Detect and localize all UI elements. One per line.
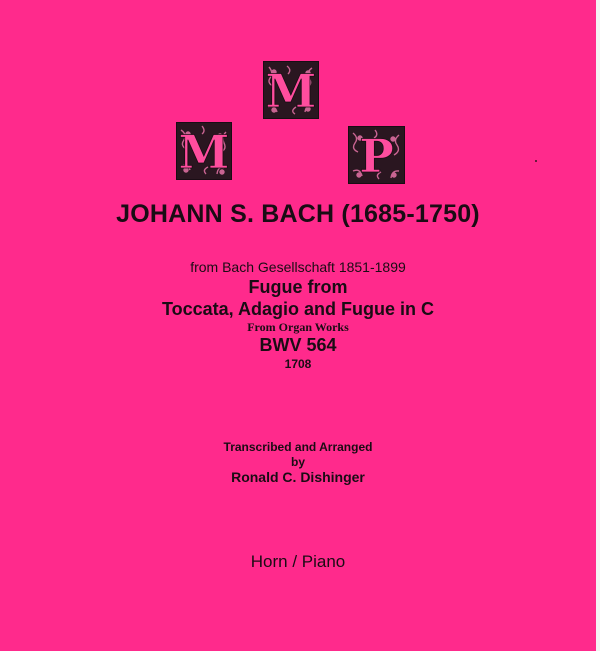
ornamental-p-icon bbox=[348, 126, 405, 184]
publisher-logo-p bbox=[348, 126, 405, 184]
composer-heading: JOHANN S. BACH (1685-1750) bbox=[116, 200, 480, 228]
ornamental-m-icon bbox=[263, 61, 319, 119]
print-speck bbox=[535, 160, 537, 162]
logo-letter: M bbox=[265, 64, 317, 118]
source-line: from Bach Gesellschaft 1851-1899 bbox=[190, 259, 406, 275]
logo-letter: P bbox=[359, 129, 394, 183]
arranger-name: Ronald C. Dishinger bbox=[231, 469, 365, 485]
publisher-logo-m-middle bbox=[263, 61, 319, 119]
title-line-1: Fugue from bbox=[248, 277, 348, 297]
credit-line-1: Transcribed and Arranged bbox=[223, 440, 373, 454]
subtitle: From Organ Works bbox=[247, 320, 349, 334]
logo-letter: M bbox=[178, 125, 230, 179]
title-line-2: Toccata, Adagio and Fugue in C bbox=[161, 299, 434, 319]
page-edge bbox=[596, 0, 600, 651]
credit-line-2: by bbox=[290, 455, 305, 469]
publisher-logo-m-left bbox=[176, 122, 232, 180]
ornamental-m-icon bbox=[176, 122, 232, 180]
composition-year: 1708 bbox=[284, 357, 312, 371]
instrumentation: Horn / Piano bbox=[250, 552, 346, 571]
catalog-number: BWV 564 bbox=[259, 335, 337, 355]
